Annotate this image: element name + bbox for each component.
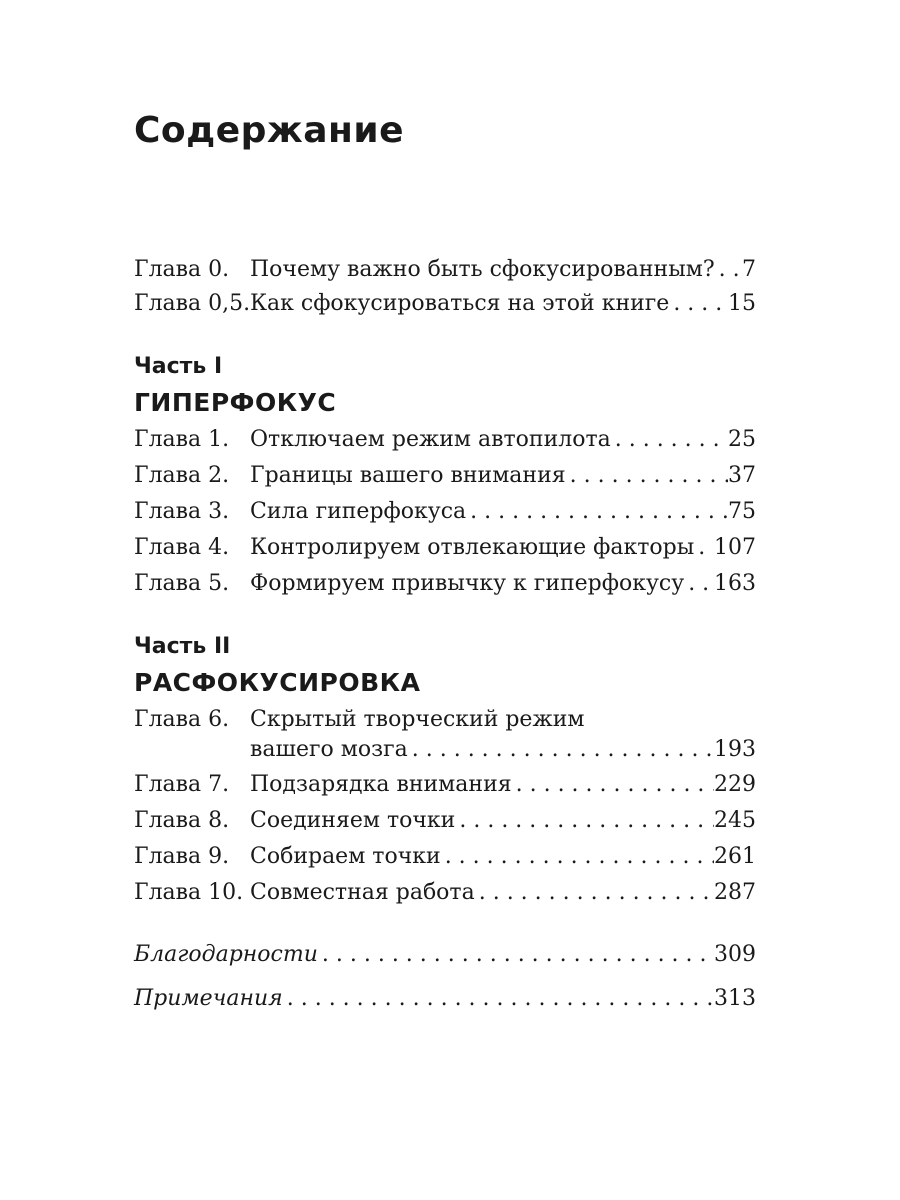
toc-entry-acknowledgements[interactable]: [134, 940, 756, 970]
chapter-title: Благодарности: [134, 942, 318, 967]
chapter-label: Глава 3.: [134, 499, 230, 524]
page-number: 309: [714, 942, 756, 967]
chapter-label: Глава 1.: [134, 427, 230, 452]
page-number: 229: [714, 772, 756, 797]
chapter-title: Собираем точки: [250, 844, 441, 869]
chapter-title: Подзарядка внимания: [250, 772, 512, 797]
leader-dots: [455, 806, 714, 836]
chapter-title: Скрытый творческий режим: [250, 707, 585, 732]
toc-entry-chapter-5[interactable]: [134, 569, 756, 599]
page-number: 15: [728, 291, 756, 316]
leader-dots: [466, 497, 728, 527]
page-number: 163: [714, 571, 756, 596]
chapter-label: Глава 7.: [134, 772, 230, 797]
chapter-title: Границы вашего внимания: [250, 463, 566, 488]
toc-entry-chapter-3[interactable]: [134, 497, 756, 527]
toc-entry-notes[interactable]: [134, 984, 756, 1014]
chapter-title: Соединяем точки: [250, 808, 456, 833]
chapter-title-continued: вашего мозга: [250, 737, 408, 762]
chapter-label: Глава 2.: [134, 463, 230, 488]
leader-dots: [715, 255, 742, 285]
chapter-title: Как сфокусироваться на этой книге: [250, 291, 670, 316]
toc-entry-chapter-10[interactable]: [134, 878, 756, 908]
page-number: 7: [742, 257, 756, 282]
page-title: Содержание: [134, 110, 405, 151]
page-number: 107: [714, 535, 756, 560]
chapter-title: Отключаем режим автопилота: [250, 427, 611, 452]
toc-entry-chapter-6[interactable]: [134, 705, 756, 735]
leader-dots: [694, 533, 714, 563]
chapter-label: Глава 8.: [134, 808, 230, 833]
leader-dots: [611, 425, 728, 455]
page-number: 75: [728, 499, 756, 524]
leader-dots: [669, 289, 728, 319]
chapter-label: Глава 0.: [134, 257, 230, 282]
chapter-label: Глава 0,5.: [134, 291, 251, 316]
chapter-label: Глава 10.: [134, 880, 244, 905]
page-number: 25: [728, 427, 756, 452]
part-1-name: ГИПЕРФОКУС: [134, 388, 337, 417]
toc-entry-chapter-0-5[interactable]: [134, 289, 756, 319]
toc-entry-chapter-4[interactable]: [134, 533, 756, 563]
leader-dots: [566, 461, 728, 491]
chapter-label: Глава 6.: [134, 707, 230, 732]
page-number: 193: [714, 737, 756, 762]
leader-dots: [512, 770, 714, 800]
page-number: 261: [714, 844, 756, 869]
leader-dots: [441, 842, 714, 872]
page-number: 245: [714, 808, 756, 833]
part-2-name: РАСФОКУСИРОВКА: [134, 668, 421, 697]
toc-entry-chapter-2[interactable]: [134, 461, 756, 491]
leader-dots: [408, 735, 714, 765]
leader-dots: [475, 878, 714, 908]
chapter-title: Сила гиперфокуса: [250, 499, 467, 524]
chapter-label: Глава 9.: [134, 844, 230, 869]
page-number: 287: [714, 880, 756, 905]
part-2-label: Часть II: [134, 634, 231, 659]
part-1-label: Часть I: [134, 354, 223, 379]
leader-dots: [283, 984, 714, 1014]
toc-entry-chapter-8[interactable]: [134, 806, 756, 836]
toc-entry-chapter-7[interactable]: [134, 770, 756, 800]
page-number: 313: [714, 986, 756, 1011]
chapter-label: Глава 4.: [134, 535, 230, 560]
chapter-title: Примечания: [134, 986, 283, 1011]
chapter-title: Контролируем отвлекающие факторы: [250, 535, 695, 560]
page-number: 37: [728, 463, 756, 488]
toc-entry-chapter-0[interactable]: [134, 255, 756, 285]
toc-entry-chapter-6-cont[interactable]: [250, 735, 756, 765]
chapter-title: Почему важно быть сфокусированным?: [250, 257, 715, 282]
chapter-title: Совместная работа: [250, 880, 475, 905]
chapter-title: Формируем привычку к гиперфокусу: [250, 571, 685, 596]
toc-entry-chapter-1[interactable]: [134, 425, 756, 455]
leader-dots: [684, 569, 714, 599]
toc-entry-chapter-9[interactable]: [134, 842, 756, 872]
leader-dots: [318, 940, 714, 970]
chapter-label: Глава 5.: [134, 571, 230, 596]
